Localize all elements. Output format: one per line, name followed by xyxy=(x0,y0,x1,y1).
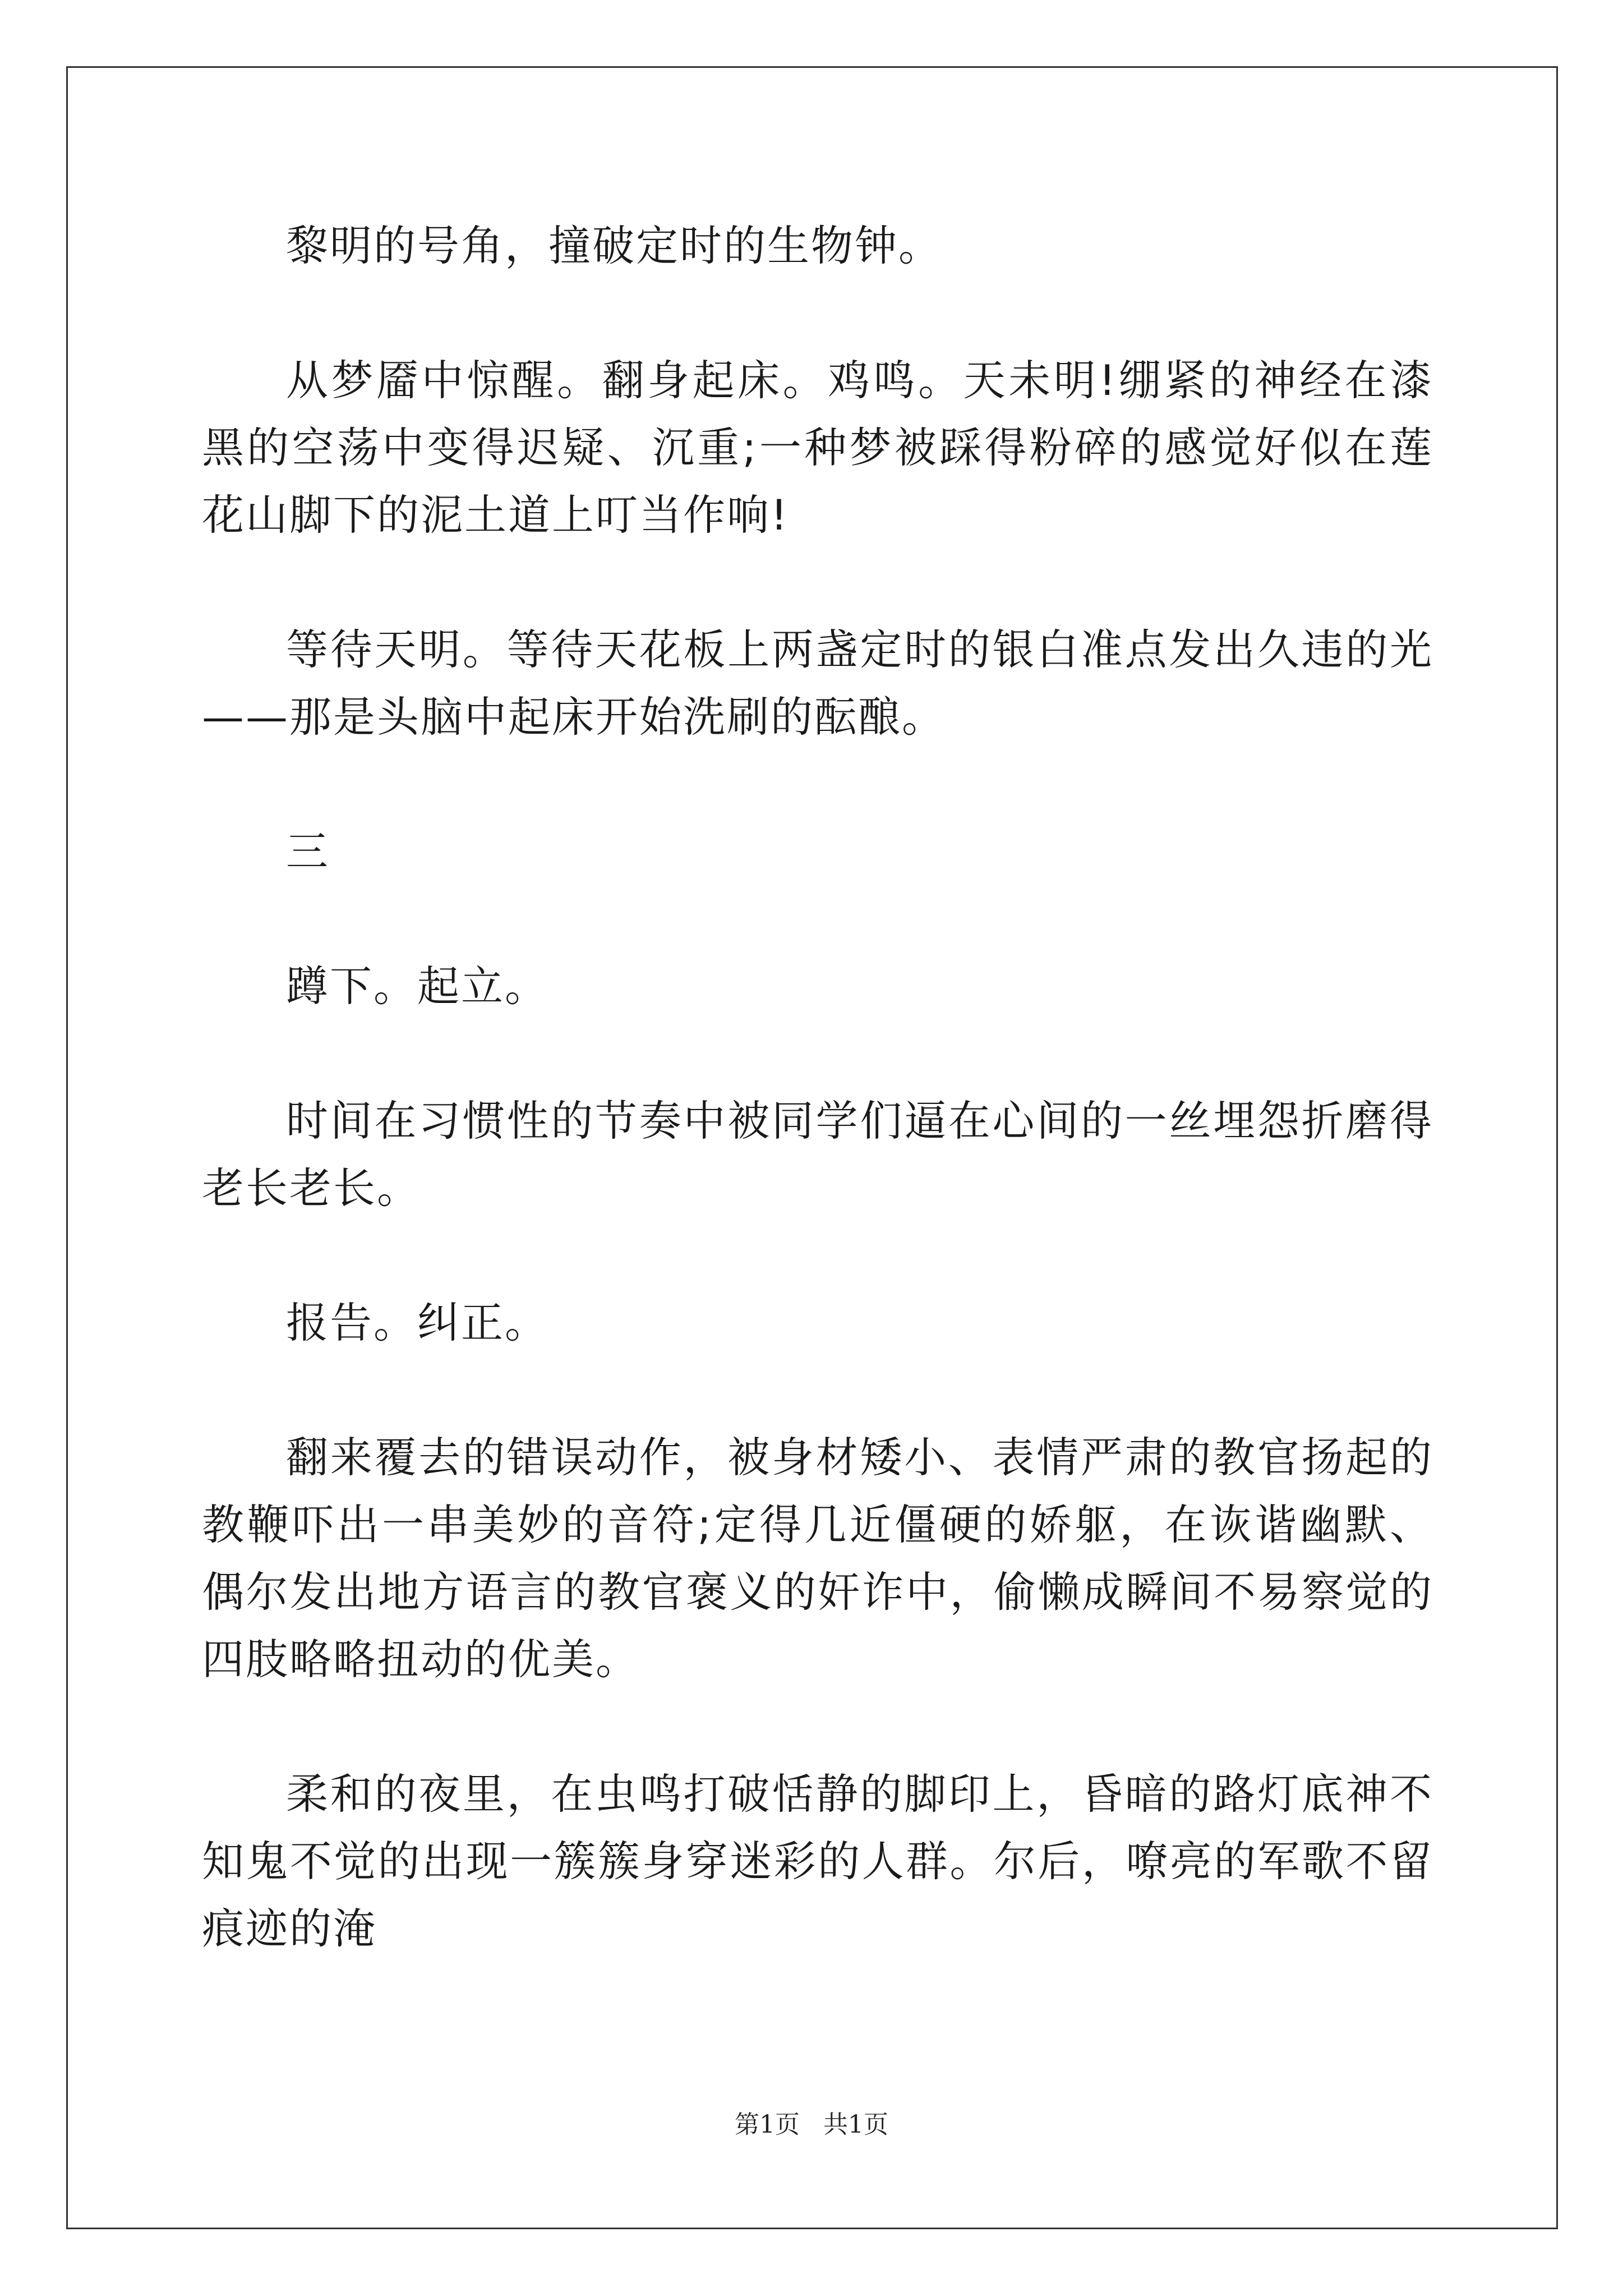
paragraph-5: 蹲下。起立。 xyxy=(286,961,549,1011)
document-body xyxy=(202,212,1433,2030)
page-number: 第1页 共1页 xyxy=(735,2110,888,2139)
paragraph-1: 黎明的号角，撞破定时的生物钟。 xyxy=(286,221,943,270)
paragraph-2: 从梦靥中惊醒。翻身起床。鸡鸣。天未明!绷紧的神经在漆黑的空荡中变得迟疑、沉重;一种梦被踩得粉碎的感觉好似在莲花山脚下的泥土道上叮当作响! xyxy=(202,356,1433,540)
paragraph-7: 报告。纠正。 xyxy=(286,1298,549,1347)
paragraph-9: 柔和的夜里，在虫鸣打破恬静的脚印上，昏暗的路灯底神不知鬼不觉的出现一簇簇身穿迷彩的人群。尔后，嘹亮的军歌不留痕迹的淹 xyxy=(202,1769,1433,1953)
paragraph-8: 翻来覆去的错误动作，被身材矮小、表情严肃的教官扬起的教鞭吓出一串美妙的音符;定得几近僵硬的娇躯，在诙谐幽默、偶尔发出地方语言的教官褒义的奸诈中，偷懒成瞬间不易察觉的四肢略略扭动的优美。 xyxy=(202,1433,1433,1684)
paragraph-3: 等待天明。等待天花板上两盏定时的银白准点发出久违的光——那是头脑中起床开始洗刷的酝酿。 xyxy=(202,625,1433,742)
section-heading: 三 xyxy=(286,827,330,876)
paragraph-6: 时间在习惯性的节奏中被同学们逼在心间的一丝埋怨折磨得老长老长。 xyxy=(202,1096,1433,1213)
